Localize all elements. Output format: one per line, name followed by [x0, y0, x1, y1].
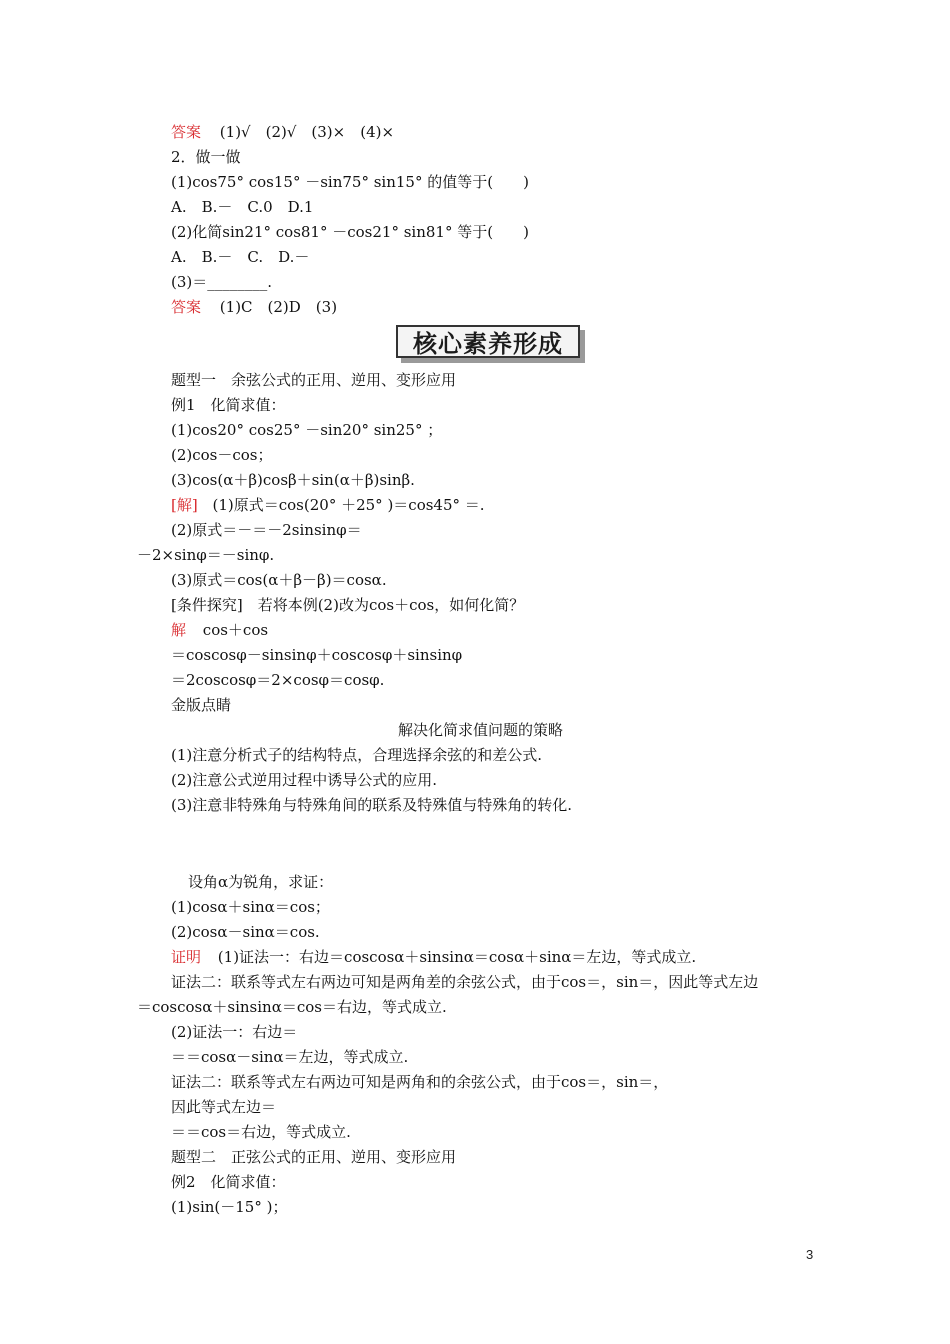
proof-line: ＝coscosα＋sinsinα＝cos＝右边，等式成立. [137, 998, 447, 1016]
proof-line: ＝＝cos＝右边，等式成立. [171, 1123, 351, 1141]
question-2: (2)化简sin21° cos81° －cos21° sin81° 等于( ) [171, 223, 529, 241]
strategy-item: (2)注意公式逆用过程中诱导公式的应用. [171, 771, 438, 789]
banner-title: 核心素养形成 [413, 330, 563, 358]
proof-text: (1)证法一：右边＝coscosα＋sinsinα＝cosα＋sinα＝左边，等式成立. [217, 948, 697, 966]
solution-text: (1)原式＝cos(20° ＋25° )＝cos45° ＝. [212, 496, 485, 514]
try-heading: 2．做一做 [171, 148, 241, 166]
explore-line: ＝2coscosφ＝2×cosφ＝cosφ. [171, 671, 385, 689]
question-3: (3)＝________. [171, 273, 273, 291]
proof-line: ＝＝cosα－sinα＝左边，等式成立. [171, 1048, 409, 1066]
example-2-item: (1)sin(－15° )； [171, 1198, 288, 1216]
answer-line-1 [171, 122, 394, 142]
solution-label: 解 [171, 621, 187, 639]
proof-line: 证法二：联系等式左右两边可知是两角和的余弦公式，由于cos＝，sin＝， [171, 1073, 669, 1091]
practice-item: (2)cosα－sinα＝cos. [171, 923, 320, 941]
solution-label: [解] [171, 496, 198, 514]
solution-line-1 [171, 495, 485, 515]
proof-line: 因此等式左边＝ [171, 1098, 277, 1116]
example-1-item: (1)cos20° cos25° －sin20° sin25° ； [171, 421, 443, 439]
solution-line: (3)原式＝cos(α＋β－β)＝cosα. [171, 571, 387, 589]
proof-line-1 [171, 947, 696, 967]
type-2-heading: 题型二 正弦公式的正用、逆用、变形应用 [171, 1148, 457, 1166]
type-1-heading: 题型一 余弦公式的正用、逆用、变形应用 [171, 371, 457, 389]
example-1-item: (2)cos－cos； [171, 446, 273, 464]
explore-line: ＝coscosφ－sinsinφ＋coscosφ＋sinsinφ [171, 646, 463, 664]
proof-line: 证法二：联系等式左右两边可知是两角差的余弦公式，由于cos＝，sin＝，因此等式左边 [171, 973, 759, 991]
answer-text: (1)√ (2)√ (3)× (4)× [219, 123, 395, 141]
explore-solution-line [171, 620, 268, 640]
practice-prompt: 设角α为锐角，求证： [188, 873, 334, 891]
solution-line: －2×sinφ＝－sinφ. [137, 546, 275, 564]
question-1-options: A. B.－ C.0 D.1 [171, 198, 314, 216]
page-number: 3 [806, 1247, 814, 1262]
example-1-item: (3)cos(α＋β)cosβ＋sin(α＋β)sinβ. [171, 471, 415, 489]
question-2-options: A. B.－ C. D.－ [171, 248, 310, 266]
solution-text: cos＋cos [202, 621, 269, 639]
proof-label: 证明 [171, 948, 202, 966]
example-2-heading: 例2 化简求值： [171, 1173, 286, 1191]
section-banner [396, 325, 580, 358]
answer-label: 答案 [171, 123, 202, 141]
solution-line: (2)原式＝－＝－2sinsinφ＝ [171, 521, 362, 539]
question-1: (1)cos75° cos15° －sin75° sin15° 的值等于( ) [171, 173, 529, 191]
strategy-title: 解决化简求值问题的策略 [398, 721, 564, 739]
proof-line: (2)证法一：右边＝ [171, 1023, 298, 1041]
answer-line-2 [171, 297, 337, 317]
strategy-item: (1)注意分析式子的结构特点，合理选择余弦的和差公式. [171, 746, 543, 764]
condition-explore: [条件探究] 若将本例(2)改为cos＋cos，如何化简？ [171, 596, 525, 614]
answer-label: 答案 [171, 298, 202, 316]
answer-text: (1)C (2)D (3) [219, 298, 338, 316]
jinban-heading: 金版点睛 [171, 696, 232, 714]
strategy-item: (3)注意非特殊角与特殊角间的联系及特殊值与特殊角的转化. [171, 796, 573, 814]
example-1-heading: 例1 化简求值： [171, 396, 286, 414]
practice-item: (1)cosα＋sinα＝cos； [171, 898, 330, 916]
